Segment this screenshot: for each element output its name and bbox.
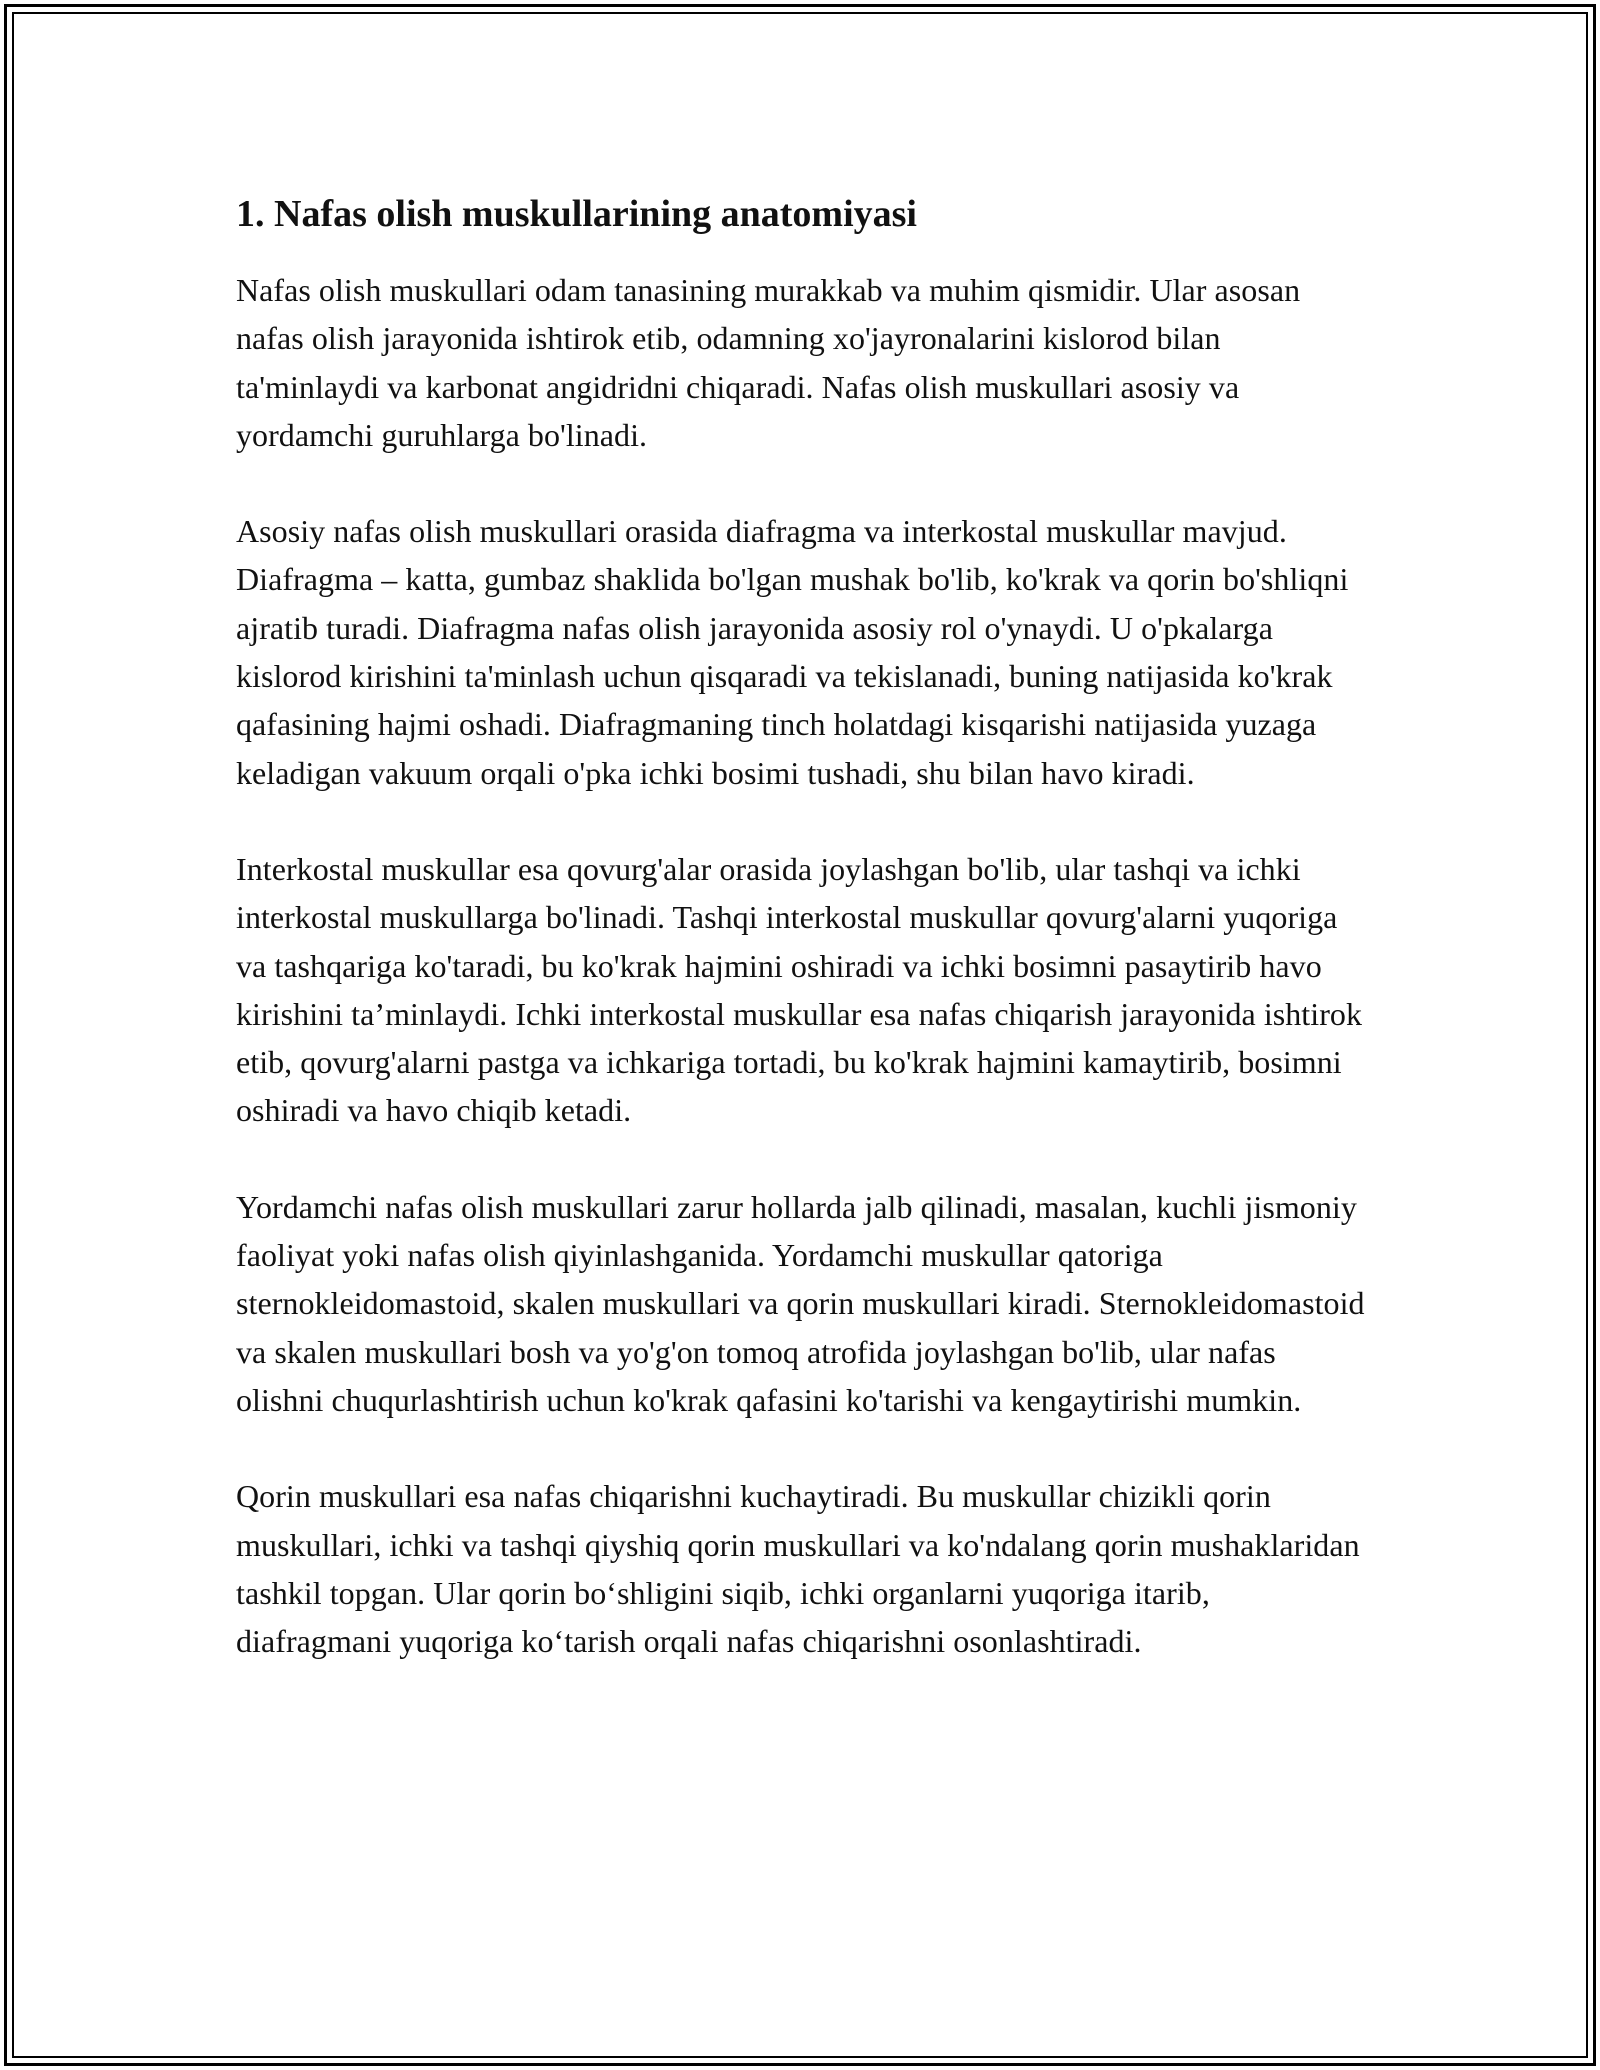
document-body — [236, 184, 1366, 1665]
paragraph-intercostal: Interkostal muskullar esa qovurg'alar orasida joylashgan bo'lib, ular tashqi va ichki interkostal muskullarga bo'linadi. Tashqi interkostal muskullar qovurg'alarni yuqoriga va tashqariga ko'taradi, bu ko'krak hajmini oshiradi va ichki bosimni pasaytirib havo kirishini ta’minlaydi. Ichki interkostal muskullar esa nafas chiqarish jarayonida ishtirok etib, qovurg'alarni pastga va ichkariga tortadi, bu ko'krak hajmini kamaytirib, bosimni oshiradi va havo chiqib ketadi. — [236, 850, 1362, 1129]
paragraph-intro: Nafas olish muskullari odam tanasining murakkab va muhim qismidir. Ular asosan nafas olish jarayonida ishtirok etib, odamning xo'jayronalarini kislorod bilan ta'minlaydi va karbonat angidridni chiqaradi. Nafas olish muskullari asosiy va yordamchi guruhlarga bo'linadi. — [236, 272, 1301, 453]
section-heading: 1. Nafas olish muskullarining anatomiyasi — [236, 193, 917, 235]
paragraph-diaphragm: Asosiy nafas olish muskullari orasida diafragma va interkostal muskullar mavjud. Diafragma – katta, gumbaz shaklida bo'lgan mushak bo'lib, ko'krak va qorin bo'shliqni ajratib turadi. Diafragma nafas olish jarayonida asosiy rol o'ynaydi. U o'pkalarga kislorod kirishini ta'minlash uchun qisqaradi va tekislanadi, buning natijasida ko'krak qafasining hajmi oshadi. Diafragmaning tinch holatdagi kisqarishi natijasida yuzaga keladigan vakuum orqali o'pka ichki bosimi tushadi, shu bilan havo kiradi. — [236, 513, 1349, 791]
paragraph-abdominal-muscles: Qorin muskullari esa nafas chiqarishni kuchaytiradi. Bu muskullar chizikli qorin muskullari, ichki va tashqi qiyshiq qorin muskullari va ko'ndalang qorin mushaklaridan tashkil topgan. Ular qorin bo‘shligini siqib, ichki organlarni yuqoriga itarib, diafragmani yuqoriga ko‘tarish orqali nafas chiqarishni osonlashtiradi. — [236, 1478, 1360, 1660]
paragraph-accessory-muscles: Yordamchi nafas olish muskullari zarur hollarda jalb qilinadi, masalan, kuchli jismoniy faoliyat yoki nafas olish qiyinlashganida. Yordamchi muskullar qatoriga sternokleidomastoid, skalen muskullari va qorin muskullari kiradi. Sternokleidomastoid va skalen muskullari bosh va yo'g'on tomoq atrofida joylashgan bo'lib, ular nafas olishni chuqurlashtirish uchun ko'krak qafasini ko'tarishi va kengaytirishi mumkin. — [236, 1188, 1365, 1418]
